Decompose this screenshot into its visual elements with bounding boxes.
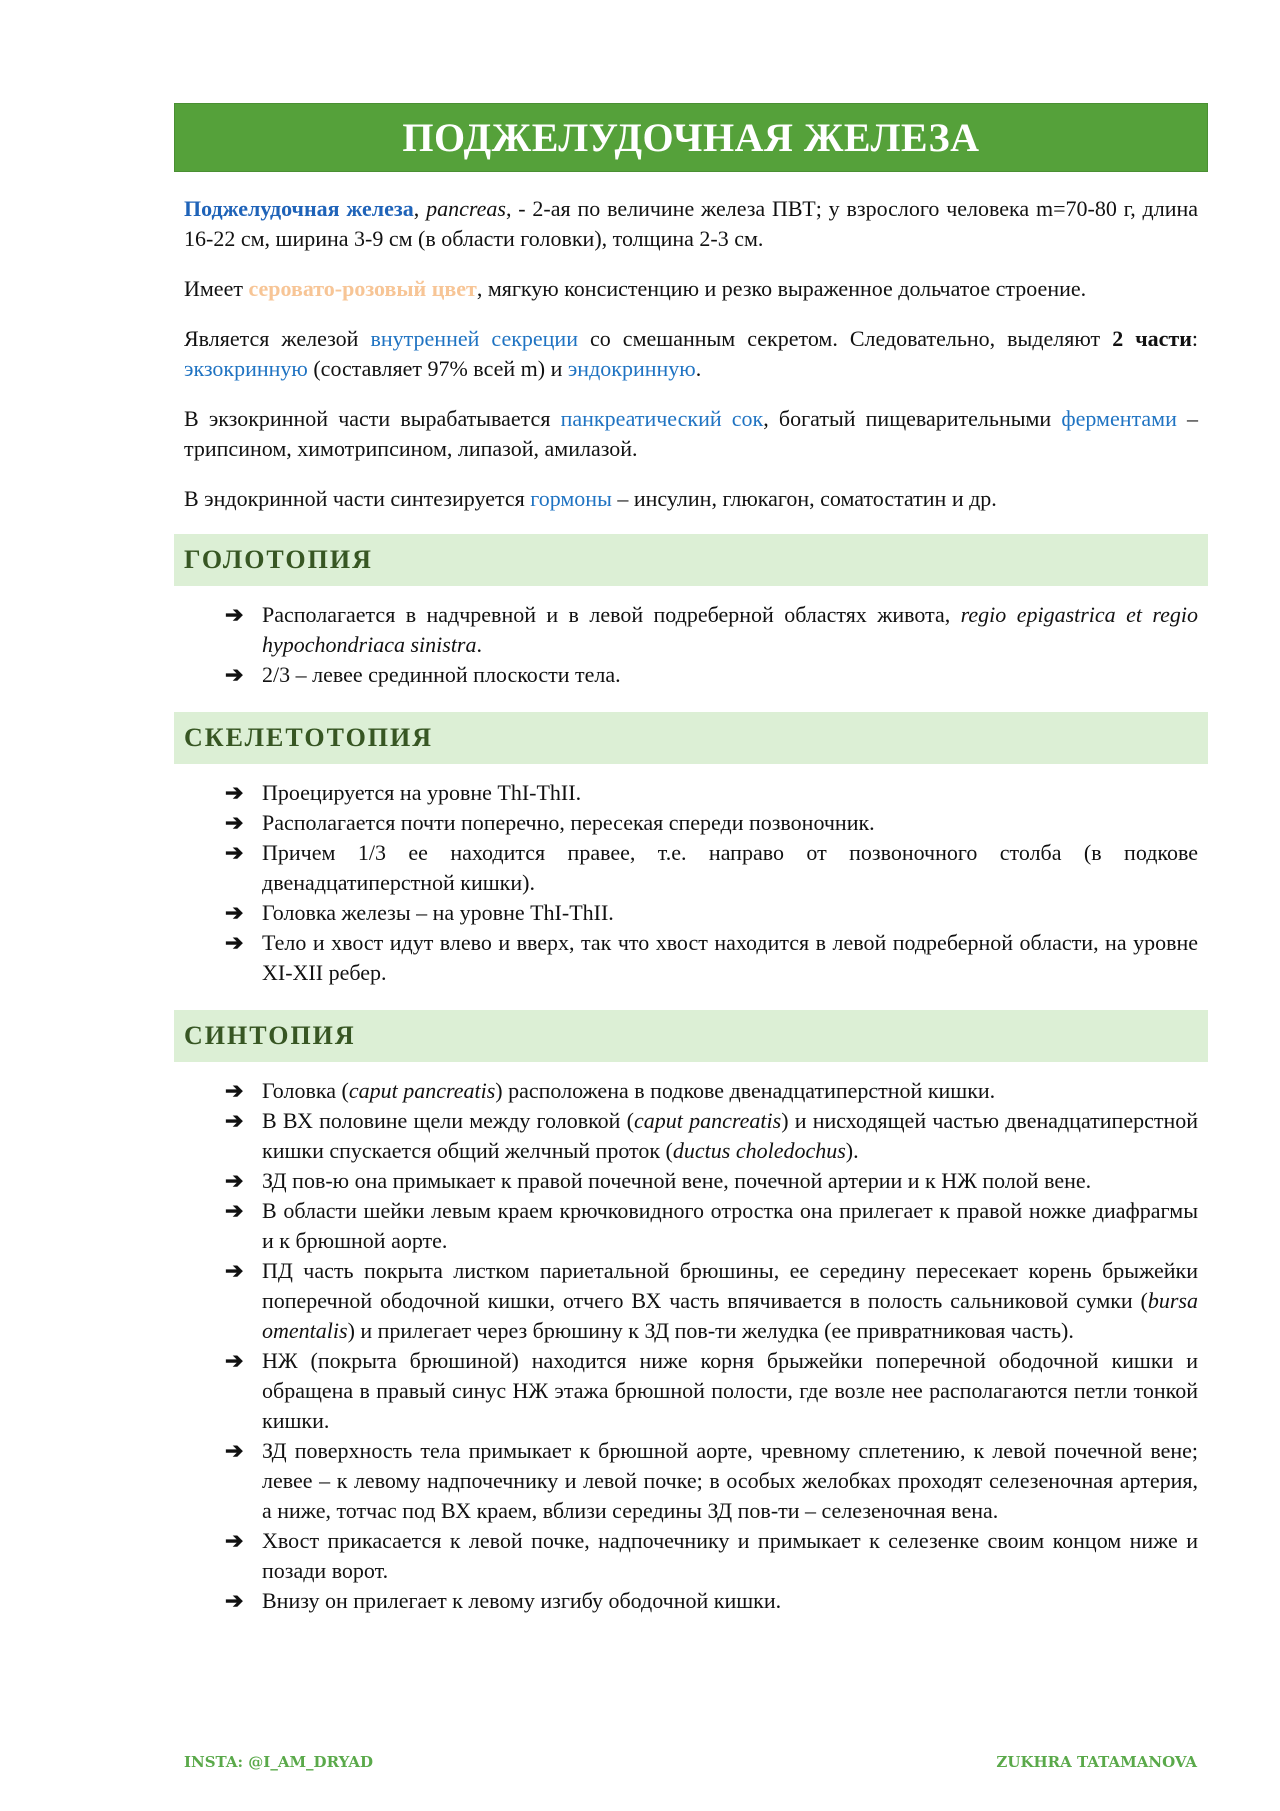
list-item <box>225 1196 1198 1256</box>
text-run: НЖ (покрыта брюшиной) находится ниже корня брыжейки поперечной ободочной кишки и обращена в правый синус НЖ этажа брюшной полости, где возле нее располагаются петли тонкой кишки. <box>262 1348 1198 1433</box>
intro-paragraph <box>184 274 1198 304</box>
latin-term: caput pancreatis <box>348 1078 496 1103</box>
arrow-right-icon: ➔ <box>225 840 244 865</box>
text-run: , <box>413 196 427 221</box>
title-banner <box>174 103 1208 172</box>
text-run: . <box>695 356 702 381</box>
text-run: ) и нисходящей частью двенадцатиперстной кишки спускается общий желчный проток ( <box>262 1108 1199 1163</box>
arrow-right-icon: ➔ <box>225 1258 244 1283</box>
arrow-right-icon: ➔ <box>225 1108 244 1133</box>
highlighted-text: ферментами <box>1061 406 1177 431</box>
highlighted-text: 2 части <box>1112 326 1192 351</box>
highlighted-text: панкреатический сок <box>560 406 764 431</box>
intro-paragraph <box>184 324 1198 384</box>
text-run: . <box>476 632 482 657</box>
text-run: Проецируется на уровне ThI-ThII. <box>262 780 582 805</box>
text-run: ) и прилегает через брюшину к ЗД пов-ти желудка (ее привратниковая часть). <box>347 1318 1074 1343</box>
footer-author: ZUKHRA TATAMANOVA <box>996 1753 1197 1771</box>
text-run: Причем 1/3 ее находится правее, т.е. направо от позвоночного столба (в подкове двенадцатиперстной кишки). <box>262 840 1198 895</box>
section-heading <box>174 534 1208 586</box>
list-item <box>225 808 1198 838</box>
text-run: , мягкую консистенцию и резко выраженное дольчатое строение. <box>476 276 1087 301</box>
text-run: Имеет <box>184 276 249 301</box>
section-heading <box>174 712 1208 764</box>
arrow-right-icon: ➔ <box>225 780 244 805</box>
text-run: Головка ( <box>262 1078 349 1103</box>
arrow-right-icon: ➔ <box>225 1528 244 1553</box>
text-run: В ВХ половине щели между головкой ( <box>262 1108 635 1133</box>
footer <box>184 1753 1197 1771</box>
text-run: ) расположена в подкове двенадцатиперстной кишки. <box>495 1078 996 1103</box>
list-item <box>225 1526 1198 1586</box>
list-item <box>225 1436 1198 1526</box>
arrow-right-icon: ➔ <box>225 1438 244 1463</box>
arrow-right-icon: ➔ <box>225 1198 244 1223</box>
document-page <box>174 103 1208 1616</box>
arrow-right-icon: ➔ <box>225 602 244 627</box>
latin-term: bursa omentalis <box>262 1288 1198 1343</box>
intro-paragraph <box>184 484 1198 514</box>
text-run: Головка железы – на уровне ThI-ThII. <box>262 900 614 925</box>
bullet-list <box>174 778 1198 988</box>
latin-term: caput pancreatis <box>634 1108 782 1133</box>
section-heading-text: ГОЛОТОПИЯ <box>184 545 373 574</box>
list-item <box>225 1586 1198 1616</box>
section-heading-text: СКЕЛЕТОТОПИЯ <box>184 723 434 752</box>
section-golotopia <box>174 534 1208 690</box>
intro-paragraph <box>184 404 1198 464</box>
text-run: В эндокринной части синтезируется <box>184 486 531 511</box>
text-run: ). <box>845 1138 859 1163</box>
text-run: со смешанным секретом. Следовательно, выделяют <box>577 326 1113 351</box>
highlighted-text: серовато-розовый цвет <box>248 276 477 301</box>
text-run: , богатый пищеварительными <box>763 406 1062 431</box>
text-run: Хвост прикасается к левой почке, надпочечнику и примыкает к селезенке своим концом ниже и позади ворот. <box>262 1528 1198 1583</box>
list-item <box>225 898 1198 928</box>
text-run: ПД часть покрыта листком париетальной брюшины, ее середину пересекает корень брыжейки поперечной ободочной кишки, отчего ВХ часть впячивается в полость сальниковой сумки ( <box>262 1258 1198 1313</box>
highlighted-text: эндокринную <box>567 356 696 381</box>
text-run: Располагается почти поперечно, пересекая спереди позвоночник. <box>262 810 875 835</box>
arrow-right-icon: ➔ <box>225 1168 244 1193</box>
page-title: ПОДЖЕЛУДОЧНАЯ ЖЕЛЕЗА <box>402 115 980 160</box>
list-item <box>225 928 1198 988</box>
text-run: В экзокринной части вырабатывается <box>184 406 561 431</box>
list-item <box>225 1166 1198 1196</box>
text-run: Внизу он прилегает к левому изгибу ободочной кишки. <box>262 1588 782 1613</box>
section-skeletotopia <box>174 712 1208 988</box>
text-run: ЗД поверхность тела примыкает к брюшной аорте, чревному сплетению, к левой почечной вене; левее – к левому надпочечнику и левой почке; в особых желобках проходят селезеночная артерия, а ниже, тотчас под ВХ краем, вблизи середины ЗД пов-ти – селезеночная вена. <box>262 1438 1198 1523</box>
text-run: ЗД пов-ю она примыкает к правой почечной вене, почечной артерии и к НЖ полой вене. <box>262 1168 1092 1193</box>
arrow-right-icon: ➔ <box>225 1078 244 1103</box>
highlighted-text: экзокринную <box>184 356 308 381</box>
text-run: – трипсином, химотрипсином, липазой, амилазой. <box>184 406 1199 461</box>
section-sintopia <box>174 1010 1208 1616</box>
text-run: 2/3 – левее срединной плоскости тела. <box>262 662 621 687</box>
latin-term: pancreas <box>426 196 506 221</box>
highlighted-text: гормоны <box>530 486 612 511</box>
arrow-right-icon: ➔ <box>225 810 244 835</box>
text-run: В области шейки левым краем крючковидного отростка она прилегает к правой ножке диафрагмы и к брюшной аорте. <box>262 1198 1198 1253</box>
highlighted-text: Поджелудочная железа <box>184 196 414 221</box>
footer-instagram: INSTA: @I_AM_DRYAD <box>184 1753 373 1771</box>
latin-term: regio epigastrica et regio hypochondriaca sinistra <box>262 602 1198 657</box>
arrow-right-icon: ➔ <box>225 930 244 955</box>
sections <box>174 534 1208 1616</box>
arrow-right-icon: ➔ <box>225 1348 244 1373</box>
list-item <box>225 660 1198 690</box>
text-run: Располагается в надчревной и в левой подреберной областях живота, <box>262 602 961 627</box>
latin-term: ductus choledochus <box>672 1138 846 1163</box>
bullet-list <box>174 600 1198 690</box>
list-item <box>225 1346 1198 1436</box>
text-run: (составляет 97% всей m) и <box>307 356 568 381</box>
arrow-right-icon: ➔ <box>225 900 244 925</box>
text-run: : <box>1191 326 1198 351</box>
list-item <box>225 1106 1198 1166</box>
arrow-right-icon: ➔ <box>225 662 244 687</box>
text-run: , - 2-ая по величине железа ПВТ; у взрослого человека m=70-80 г, длина 16-22 см, ширина 3-9 см (в области головки), толщина 2-3 см. <box>184 196 1199 251</box>
intro-section <box>174 194 1208 514</box>
text-run: – инсулин, глюкагон, соматостатин и др. <box>611 486 997 511</box>
section-heading-text: СИНТОПИЯ <box>184 1021 356 1050</box>
list-item <box>225 600 1198 660</box>
section-heading <box>174 1010 1208 1062</box>
highlighted-text: внутренней секреции <box>370 326 578 351</box>
list-item <box>225 838 1198 898</box>
text-run: Тело и хвост идут влево и вверх, так что хвост находится в левой подреберной области, на уровне XI-XII ребер. <box>262 930 1198 985</box>
list-item <box>225 1076 1198 1106</box>
bullet-list <box>174 1076 1198 1616</box>
arrow-right-icon: ➔ <box>225 1588 244 1613</box>
text-run: Является железой <box>184 326 371 351</box>
intro-paragraph <box>184 194 1198 254</box>
list-item <box>225 778 1198 808</box>
list-item <box>225 1256 1198 1346</box>
